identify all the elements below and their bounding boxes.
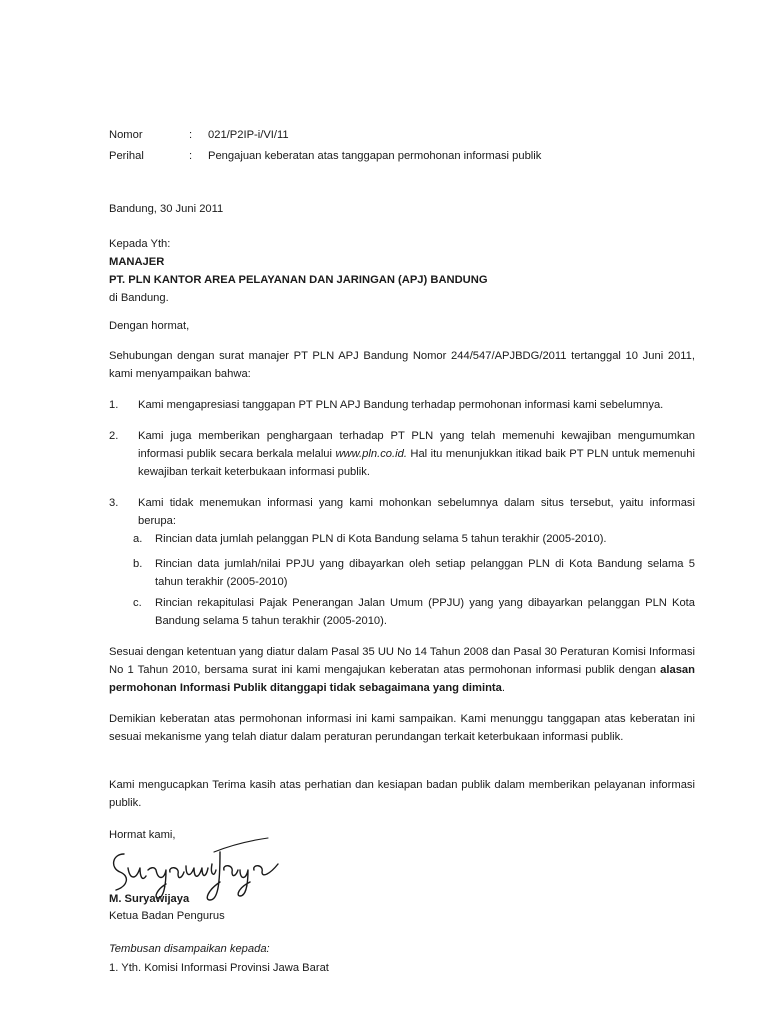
recipient-block <box>109 235 695 307</box>
recipient-location: di Bandung. <box>109 292 169 304</box>
intro-paragraph: Sehubungan dengan surat manajer PT PLN APJ Bandung Nomor 244/547/APJBDG/2011 tertanggal 10 Juni 2011, kami menyampaikan bahwa: <box>109 350 695 380</box>
paragraph-text: Sesuai dengan ketentuan yang diatur dalam Pasal 35 UU No 14 Tahun 2008 dan Pasal 30 Peraturan Komisi Informasi No 1 Tahun 2010, bersama surat ini kami mengajukan keberatan atas permohonan informasi publik dengan <box>109 646 695 676</box>
thanks-paragraph: Kami mengucapkan Terima kasih atas perhatian dan kesiapan badan publik dalam memberikan pelayanan informasi publik. <box>109 779 695 809</box>
signatory-name: M. Suryawijaya <box>109 893 190 905</box>
point-text: Kami mengapresiasi tanggapan PT PLN APJ Bandung terhadap permohonan informasi kami sebelumnya. <box>138 399 664 411</box>
nomor-label: Nomor <box>109 129 143 141</box>
point-text: Kami tidak menemukan informasi yang kami mohonkan sebelumnya dalam situs tersebut, yaitu informasi berupa: <box>138 497 695 527</box>
perihal-colon: : <box>189 150 193 162</box>
legal-basis-paragraph <box>109 643 695 697</box>
cc-item: 1. Yth. Komisi Informasi Provinsi Jawa Barat <box>109 962 329 974</box>
sub-point-text: Rincian data jumlah/nilai PPJU yang dibayarkan oleh setiap pelanggan PLN di Kota Bandung selama 5 tahun terakhir (2005-2010) <box>155 558 695 588</box>
perihal-label: Perihal <box>109 150 144 162</box>
sub-point-letter: b. <box>133 558 143 570</box>
nomor-colon: : <box>189 129 193 141</box>
signatory-title: Ketua Badan Pengurus <box>109 910 225 922</box>
point-number: 2. <box>109 430 119 442</box>
point-text-part: Kami juga memberikan penghargaan terhadap PT PLN yang telah memenuhi kewajiban mengumumkan informasi publik secara berkala melalui <box>138 430 695 460</box>
nomor-value: 021/P2IP-i/VI/11 <box>208 129 289 141</box>
perihal-value: Pengajuan keberatan atas tanggapan permohonan informasi publik <box>208 150 542 162</box>
sub-point-letter: a. <box>133 533 143 545</box>
closing-greeting: Hormat kami, <box>109 829 176 841</box>
point-number: 1. <box>109 399 119 411</box>
point-text-part: Hal itu menunjukkan itikad baik PT PLN untuk memenuhi kewajiban terkait keterbukaan informasi publik. <box>138 448 695 478</box>
cc-label: Tembusan disampaikan kepada: <box>109 943 270 955</box>
paragraph-text: . <box>501 682 505 694</box>
sub-point-text: Rincian rekapitulasi Pajak Penerangan Jalan Umum (PPJU) yang yang dibayarkan pelanggan PLN Kota Bandung selama 5 tahun terakhir (2005-2010). <box>155 597 695 627</box>
sub-point-letter: c. <box>133 597 142 609</box>
paragraph-bold-text: alasan permohonan Informasi Publik ditanggapi tidak sebagaimana yang diminta <box>109 664 695 694</box>
point-number: 3. <box>109 497 119 509</box>
recipient-title: MANAJER <box>109 256 165 268</box>
website-link[interactable]: www.pln.co.id. <box>335 448 407 460</box>
recipient-kepada: Kepada Yth: <box>109 238 171 250</box>
letter-date: Bandung, 30 Juni 2011 <box>109 203 224 215</box>
recipient-company: PT. PLN KANTOR AREA PELAYANAN DAN JARINGAN (APJ) BANDUNG <box>109 274 488 286</box>
sub-point-text: Rincian data jumlah pelanggan PLN di Kota Bandung selama 5 tahun terakhir (2005-2010). <box>155 533 607 545</box>
point-text <box>138 427 695 481</box>
salutation: Dengan hormat, <box>109 320 190 332</box>
closing-paragraph: Demikian keberatan atas permohonan informasi ini kami sampaikan. Kami menunggu tanggapan atas keberatan ini sesuai mekanisme yang telah diatur dalam peraturan perundangan terkait keterbukaan informasi publik. <box>109 713 695 743</box>
